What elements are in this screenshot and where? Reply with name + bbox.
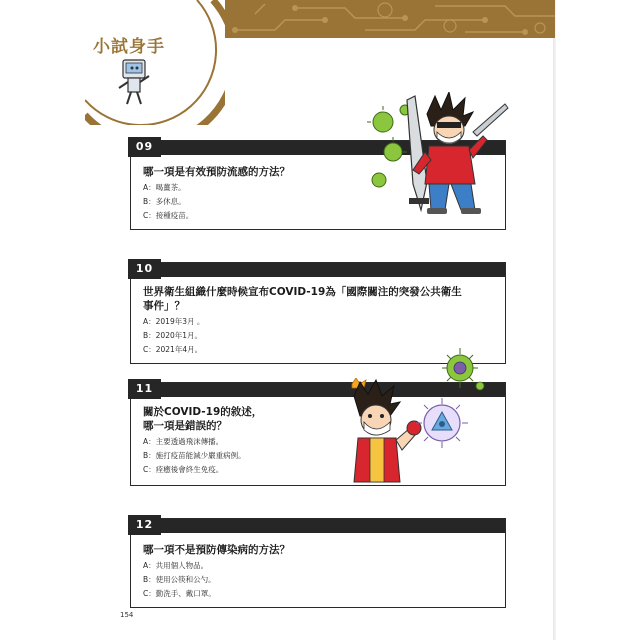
- option-b: B：使用公筷和公勺。: [143, 575, 216, 584]
- option-a: A：主要透過飛沫傳播。: [143, 437, 224, 446]
- option-c: C：接種疫苗。: [143, 211, 194, 220]
- card-header-bar: [131, 263, 505, 277]
- page-number: 154: [120, 611, 134, 619]
- option-a: A：2019年3月 。: [143, 317, 205, 326]
- option-a: A：共用個人物品。: [143, 561, 209, 570]
- option-b: B：2020年1月。: [143, 331, 203, 340]
- option-b: B：多休息。: [143, 197, 186, 206]
- question-number: 11: [128, 379, 161, 399]
- page-edge: [553, 0, 556, 640]
- card-header-bar: [131, 519, 505, 533]
- section-title: 小試身手: [93, 37, 165, 57]
- warrior-with-sword-illustration-icon: [365, 92, 510, 220]
- option-c: C：痊癒後會終生免疫。: [143, 465, 224, 474]
- option-a: A：喝薑茶。: [143, 183, 186, 192]
- question-text: 哪一項是有效預防流感的方法？: [143, 166, 290, 178]
- question-text-line-1: 世界衛生組織什麼時候宣布COVID-19為「國際關注的突發公共衛生: [143, 286, 462, 298]
- question-text-line-2: 哪一項是錯誤的？: [143, 420, 227, 432]
- option-c: C：勤洗手、戴口罩。: [143, 589, 216, 598]
- option-c: C：2021年4月。: [143, 345, 203, 354]
- question-card-12: [130, 518, 506, 608]
- question-text-line-2: 事件」？: [143, 300, 185, 312]
- section-emblem: [85, 0, 225, 125]
- emblem-badge-icon: [85, 0, 225, 125]
- question-text-line-1: 關於COVID-19的敘述，: [143, 406, 263, 418]
- question-number: 09: [128, 137, 161, 157]
- question-text: 哪一項不是預防傳染病的方法？: [143, 544, 290, 556]
- question-number: 12: [128, 515, 161, 535]
- question-number: 10: [128, 259, 161, 279]
- option-b: B：施打疫苗能減少嚴重病例。: [143, 451, 246, 460]
- masked-hero-illustration-icon: [330, 378, 480, 486]
